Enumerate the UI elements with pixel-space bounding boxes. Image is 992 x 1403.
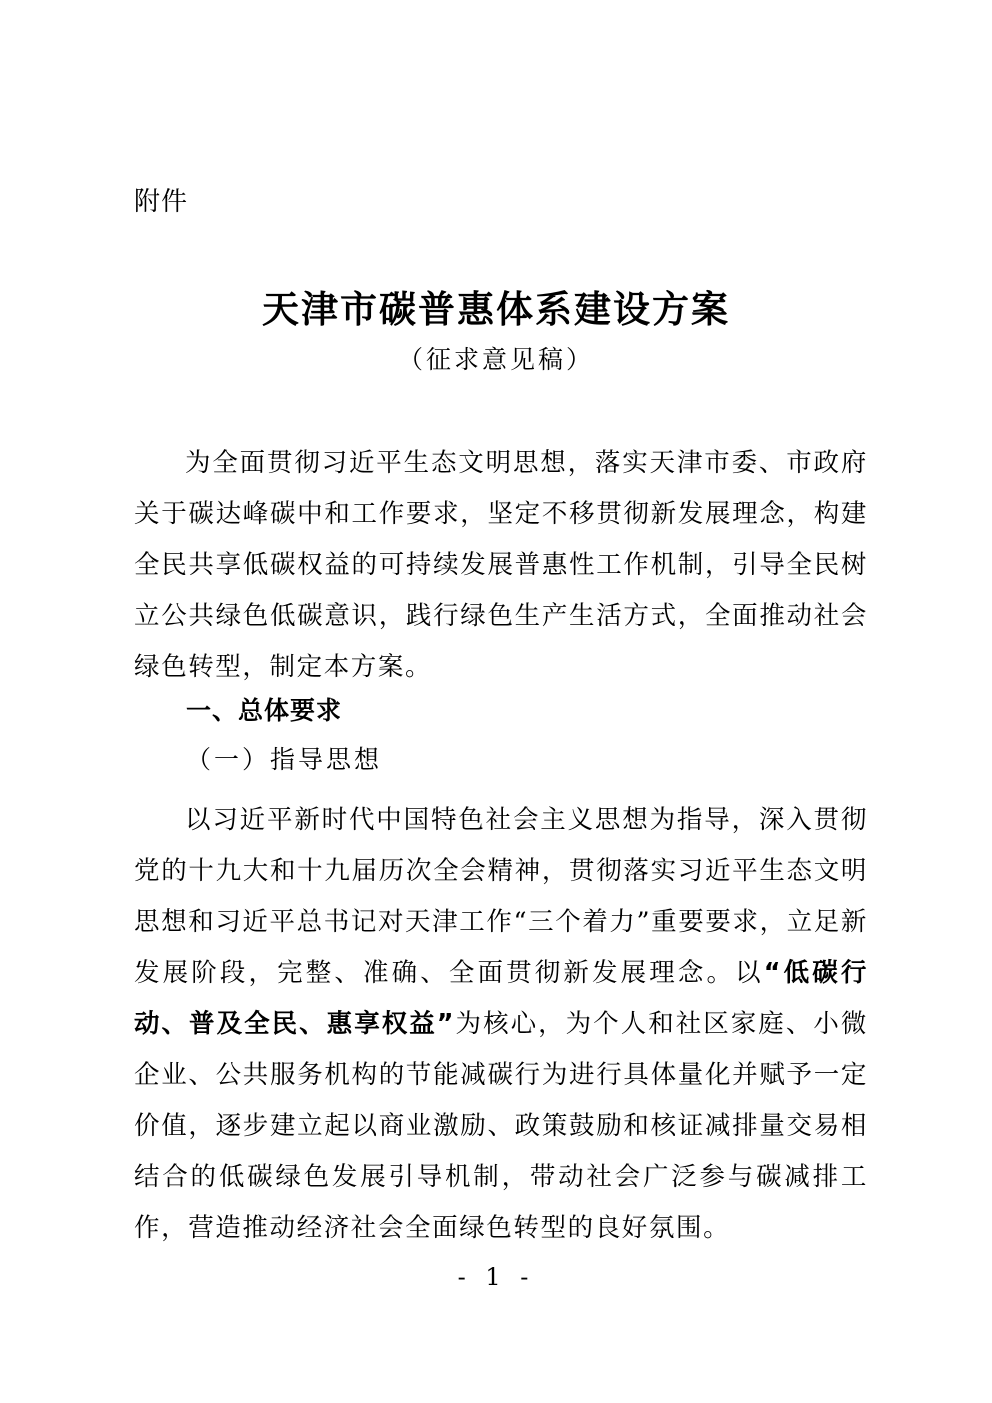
intro-paragraph: 为全面贯彻习近平生态文明思想，落实天津市委、市政府关于碳达峰碳中和工作要求，坚定不移贯彻新发展理念，构建全民共享低碳权益的可持续发展普惠性工作机制，引导全民树立公共绿色低碳意识，践行绿色生产生活方式，全面推动社会绿色转型，制定本方案。 (134, 448, 868, 682)
document-subtitle: （征求意见稿） (397, 345, 594, 374)
attachment-label: 附件 (134, 187, 189, 217)
page-number: - 1 - (457, 1263, 535, 1291)
paragraph-bold-slogan: “低碳行动、普及全民、惠享权益” (134, 958, 869, 1039)
guiding-ideology-paragraph (134, 795, 868, 1254)
document-title: 天津市碳普惠体系建设方案 (262, 287, 730, 331)
section-heading-general-requirements: 一、总体要求 (186, 696, 343, 725)
paragraph-text-part1: 以习近平新时代中国特色社会主义思想为指导，深入贯彻党的十九大和十九届历次全会精神，贯彻落实习近平生态文明思想和习近平总书记对天津工作“三个着力”重要要求，立足新发展阶段，完整、准确、全面贯彻新发展理念。以 (134, 805, 868, 988)
subsection-heading-guiding-ideology: （一）指导思想 (186, 745, 383, 774)
paragraph-text-part2: 为核心，为个人和社区家庭、小微企业、公共服务机构的节能减碳行为进行具体量化并赋予一定价值，逐步建立起以商业激励、政策鼓励和核证减排量交易相结合的低碳绿色发展引导机制，带动社会广泛参与碳减排工作，营造推动经济社会全面绿色转型的良好氛围。 (134, 1009, 868, 1243)
